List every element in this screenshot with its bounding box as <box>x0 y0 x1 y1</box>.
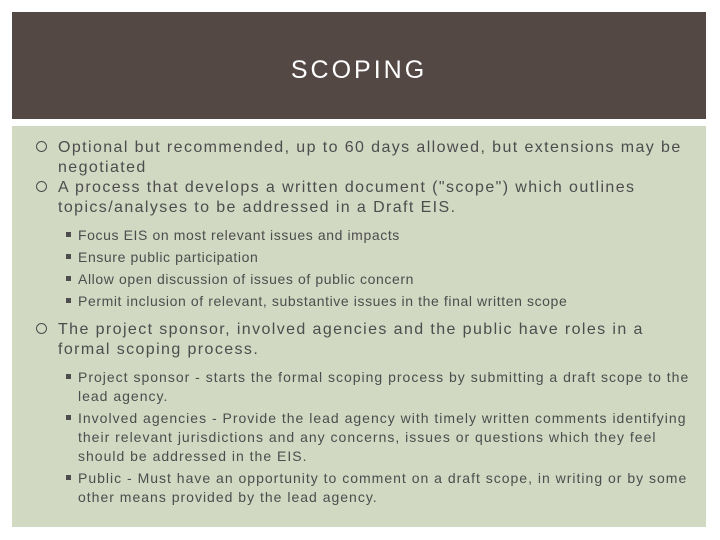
bullet-item <box>32 320 702 360</box>
sub-bullet-text: Public - Must have an opportunity to comment on a draft scope, in writing or by some other means provided by the lead agency. <box>78 470 688 505</box>
sub-bullet-text: Focus EIS on most relevant issues and impacts <box>78 227 400 243</box>
title-bar <box>12 12 706 119</box>
sub-bullet-item <box>32 368 702 406</box>
sub-bullet-item <box>32 469 702 507</box>
sub-bullet-text: Project sponsor - starts the formal scoping process by submitting a draft scope to the lead agency. <box>78 369 690 404</box>
content-panel <box>12 126 706 527</box>
sub-bullet-item <box>32 246 702 268</box>
square-bullet-icon <box>66 232 71 237</box>
circle-bullet-icon <box>36 181 47 192</box>
square-bullet-icon <box>66 254 71 259</box>
sub-bullet-item <box>32 409 702 466</box>
bullet-text: The project sponsor, involved agencies and the public have roles in a formal scoping process. <box>58 321 644 358</box>
sub-bullet-item <box>32 290 702 312</box>
circle-bullet-icon <box>36 323 47 334</box>
bullet-item <box>32 178 702 218</box>
sub-bullet-text: Ensure public participation <box>78 249 259 265</box>
sub-bullet-text: Allow open discussion of issues of public concern <box>78 271 415 287</box>
sub-bullet-item <box>32 224 702 246</box>
bullet-item <box>32 138 702 178</box>
square-bullet-icon <box>66 298 71 303</box>
square-bullet-icon <box>66 475 71 480</box>
bullet-text: Optional but recommended, up to 60 days allowed, but extensions may be negotiated <box>58 139 682 176</box>
sub-bullet-text: Involved agencies - Provide the lead agency with timely written comments identifying their relevant jurisdictions and any concerns, issues or questions which they feel should be addressed in the EIS. <box>78 410 687 464</box>
bullet-list <box>32 138 702 507</box>
sub-bullet-text: Permit inclusion of relevant, substantive issues in the final written scope <box>78 293 568 309</box>
slide-title: SCOPING <box>290 56 428 84</box>
circle-bullet-icon <box>36 141 47 152</box>
square-bullet-icon <box>66 374 71 379</box>
square-bullet-icon <box>66 415 71 420</box>
bullet-text: A process that develops a written document ("scope") which outlines topics/analyses to be addressed in a Draft EIS. <box>58 179 636 216</box>
sub-bullet-item <box>32 268 702 290</box>
square-bullet-icon <box>66 276 71 281</box>
